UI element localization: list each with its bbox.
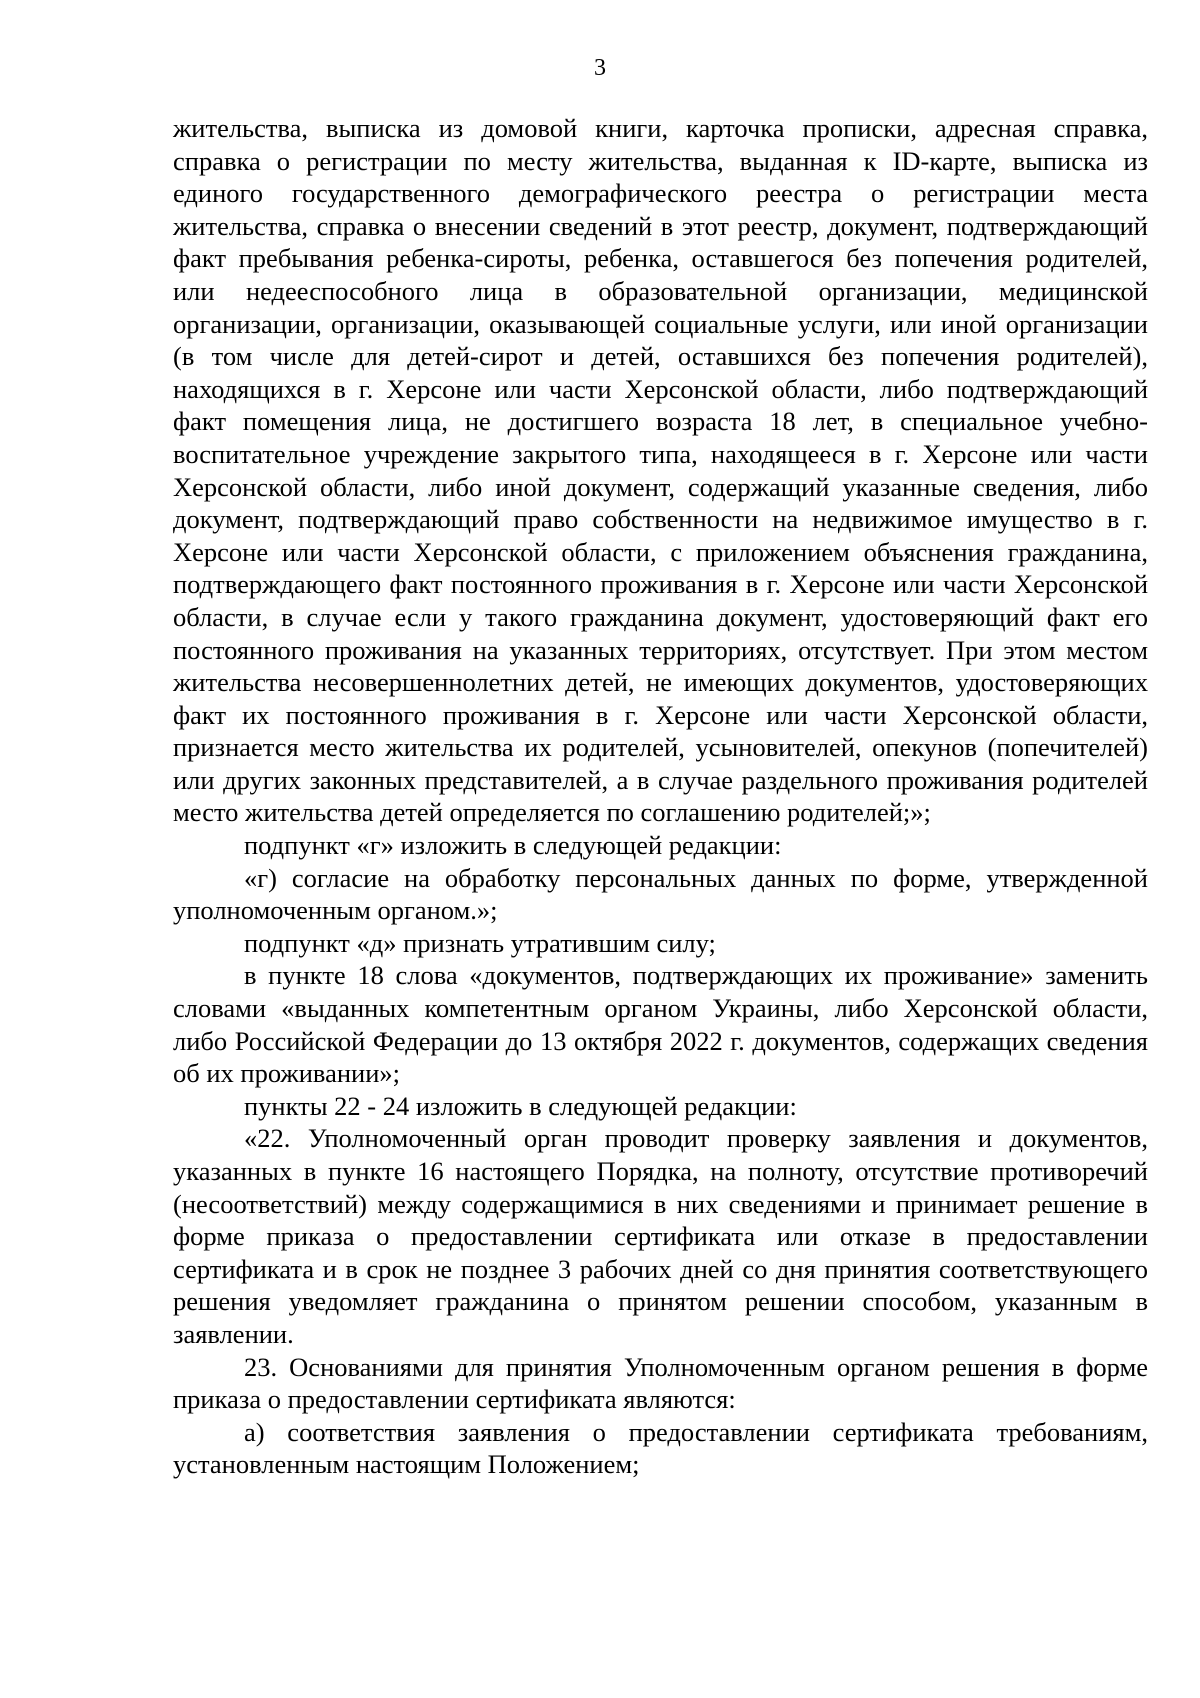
paragraph-point-23-a: а) соответствия заявления о предоставлении сертификата требованиям, установленным настоящим Положением; — [173, 1416, 1148, 1480]
paragraph-point-18: в пункте 18 слова «документов, подтверждающих их проживание» заменить словами «выданных компетентным органом Украины, либо Херсонской области, либо Российской Федерации до 13 октября 2022 г. документов, содержащих сведения об их проживании»; — [173, 960, 1148, 1089]
paragraph-subpoint-g-text: «г) согласие на обработку персональных данных по форме, утвержденной уполномоченным органом.»; — [173, 862, 1148, 926]
paragraph-point-22: «22. Уполномоченный орган проводит проверку заявления и документов, указанных в пункте 16 настоящего Порядка, на полноту, отсутствие противоречий (несоответствий) между содержащимися в них сведениями и принимает решение в форме приказа о предоставлении сертификата или отказе в предоставлении сертификата и в срок не позднее 3 рабочих дней со дня принятия соответствующего решения уведомляет гражданина о принятом решении способом, указанным в заявлении. — [173, 1123, 1148, 1349]
paragraph-subpoint-g-intro: подпункт «г» изложить в следующей редакции: — [244, 830, 782, 861]
paragraph-subpoint-d: подпункт «д» признать утратившим силу; — [244, 927, 716, 958]
page-number: 3 — [594, 55, 606, 81]
paragraph-continuation: жительства, выписка из домовой книги, карточка прописки, адресная справка, справка о регистрации по месту жительства, выданная к ID-карте, выписка из единого государственного демографического реестра о регистрации места жительства, справка о внесении сведений в этот реестр, документ, подтверждающий факт пребывания ребенка-сироты, ребенка, оставшегося без попечения родителей, или недееспособного лица в образовательной организации, медицинской организации, организации, оказывающей социальные услуги, или иной организации (в том числе для детей-сирот и детей, оставшихся без попечения родителей), находящихся в г. Херсоне или части Херсонской области, либо подтверждающий факт помещения лица, не достигшего возраста 18 лет, в специальное учебно-воспитательное учреждение закрытого типа, находящееся в г. Херсоне или части Херсонской области, либо иной документ, содержащий указанные сведения, либо документ, подтверждающий право собственности на недвижимое имущество в г. Херсоне или части Херсонской области, с приложением объяснения гражданина, подтверждающего факт постоянного проживания в г. Херсоне или части Херсонской области, в случае если у такого гражданина документ, удостоверяющий факт его постоянного проживания на указанных территориях, отсутствует. При этом местом жительства несовершеннолетних детей, не имеющих документов, удостоверяющих факт их постоянного проживания в г. Херсоне или части Херсонской области, признается место жительства их родителей, усыновителей, опекунов (попечителей) или других законных представителей, а в случае раздельного проживания родителей место жительства детей определяется по соглашению родителей;»; — [173, 113, 1148, 828]
paragraph-point-23: 23. Основаниями для принятия Уполномоченным органом решения в форме приказа о предоставлении сертификата являются: — [173, 1351, 1148, 1415]
document-body — [173, 112, 1148, 1481]
paragraph-points-22-24-intro: пункты 22 - 24 изложить в следующей редакции: — [244, 1090, 797, 1121]
